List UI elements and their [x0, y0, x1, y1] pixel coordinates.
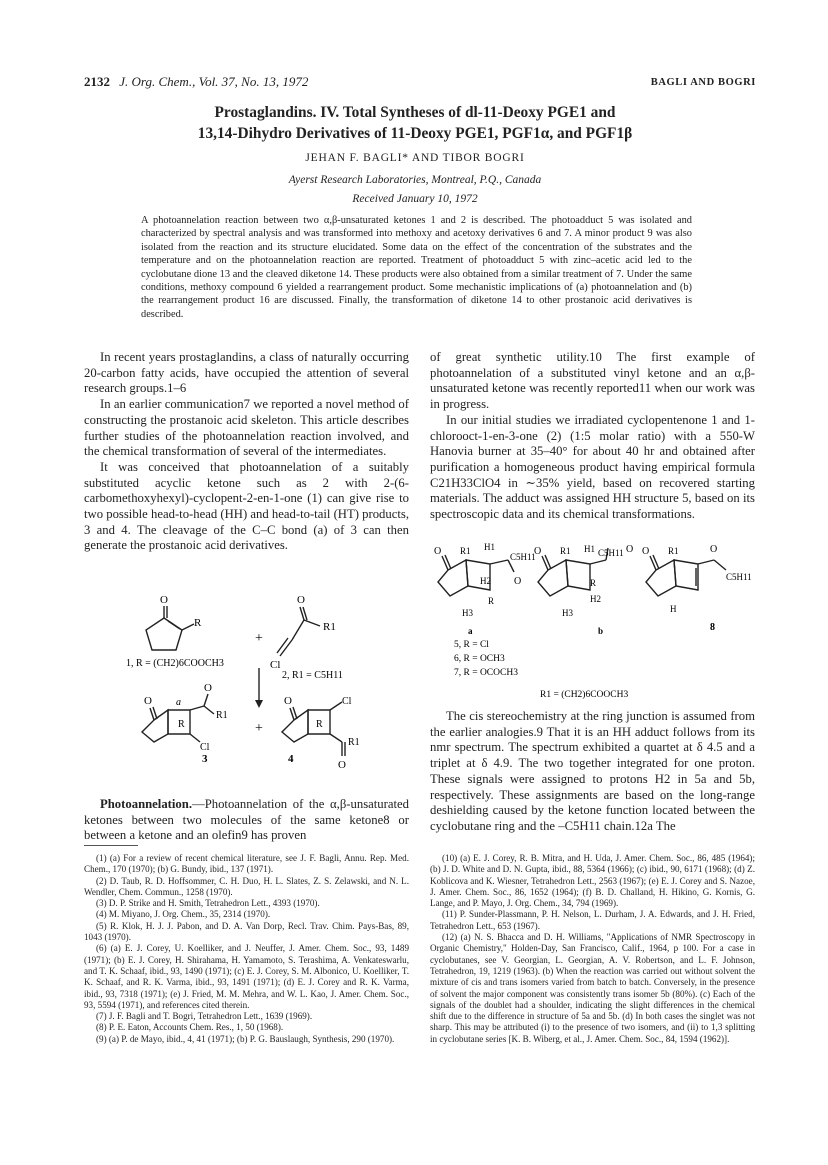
running-title: BAGLI AND BOGRI: [650, 77, 756, 88]
label-r1: R1: [460, 546, 471, 556]
paragraph: In our initial studies we irradiated cyclopentenone 1 and 1-chlorooct-1-en-3-one (2) (1:5 molar ratio) with a 550-W Hanovia burner at 35–40° for about 40 hr and obtained after purification a homogeneous product having empirical formula C21H33ClO4 in ∼35% yield, based on recovered starting materials. The adduct was assigned HH structure 5, based on its spectroscopic data and its chemical transformations.: [430, 412, 755, 522]
footnote: (8) P. E. Eaton, Accounts Chem. Res., 1, 50 (1968).: [96, 1022, 284, 1033]
received-date: Received January 10, 1972: [352, 193, 478, 205]
label-r: R: [194, 617, 202, 629]
compound-3-number: 3: [202, 753, 208, 765]
label-c5h11: C5H11: [510, 552, 536, 562]
footnote: (6) (a) E. J. Corey, U. Koelliker, and J. Neuffer, J. Amer. Chem. Soc., 93, 1489 (1971); (b) E. J. Corey, H. Shirahama, H. Yamamoto, S. Terashima, A. Venkateswarlu, and T. K. Schaaf, ibid., 93, 1490 (1971); (c) E. J. Corey, S. M. Albonico, U. Koelliker, T. K. Schaaf, and R. K. Varma, ibid., 93, 1491 (1971); (d) E. J. Corey and R. K. Varma, ibid., 93, 7318 (1971); (e) J. Fried, M. M. Mehra, and W. L. Kao, J. Amer. Chem. Soc., 93, 5594 (1971), and references cited therein.: [84, 943, 409, 1010]
page-number: 2132: [84, 74, 110, 89]
plus-sign: +: [255, 721, 263, 736]
label-h3: H3: [462, 608, 473, 618]
label-c5h11: C5H11: [598, 548, 624, 558]
footnote: (12) (a) N. S. Bhacca and D. H. Williams, "Applications of NMR Spectroscopy in Organic Chemistry," Holden-Day, San Francisco, Calif., 1964, p 100. For a case in cyclobutanes, see V. Georgian, L. Georgian, A. V. Robertson, and L. F. Johnson, Tetrahedron, 19, 1219 (1963). (b) When the reaction was carried out without solvent the mixture of cis and trans isomers varied from batch to batch. Conversely, in the presence of solvent the major component was consistently trans isomer 5b (80%). (c) Each of the signals of the doublet had a shoulder, indicating the slight differences in the chemical shift due to the difference in structure of 5a and 5b. (d) In both cases the singlet was not sharp. This may be attributed (i) to the presence of two isomers, and (ii) to 1,3 splitting in cyclobutane series [K. B. Wiberg, et al., J. Amer. Chem. Soc., 84, 1594 (1962)].: [430, 932, 755, 1044]
label-a: a: [468, 626, 473, 636]
journal-citation: J. Org. Chem., Vol. 37, No. 13, 1972: [119, 74, 309, 89]
label-h3: H3: [562, 608, 573, 618]
label-o: O: [160, 594, 168, 606]
compound-1-structure: [146, 606, 194, 650]
label-o: O: [710, 544, 718, 555]
title-line-1: Prostaglandins. IV. Total Syntheses of dl-11-Deoxy PGE1 and: [214, 104, 616, 121]
label-o: O: [642, 546, 650, 557]
structure-scheme-2: [430, 540, 755, 705]
affiliation: Ayerst Research Laboratories, Montreal, P.Q., Canada: [288, 174, 542, 186]
reaction-scheme-1: [84, 590, 409, 790]
section-heading: Photoannelation.: [100, 797, 192, 811]
paragraph: It was conceived that photoannelation of a suitably substituted acyclic ketone such as 2 with 2-(6-carbomethoxyhexyl)-cyclopent-2-en-1-one (1) can give rise to two possible head-to-head (HH) and head-to-tail (HT) products, 3 and 4. The cleavage of the C–C bond (a) of 3 can then generate the prostanoic acid derivatives.: [84, 459, 409, 553]
footnote: (1) (a) For a review of recent chemical literature, see J. F. Bagli, Annu. Rep. Med. Chem., 170 (1970); (b) G. Bundy, ibid., 137 (1971).: [84, 853, 409, 875]
label-h1: H1: [584, 544, 595, 554]
compound-4-number: 4: [288, 753, 294, 765]
footnote: (10) (a) E. J. Corey, R. B. Mitra, and H. Uda, J. Amer. Chem. Soc., 86, 485 (1964); (b) J. D. White and D. N. Gupta, ibid., 88, 5364 (1966); (c) ibid., 90, 6171 (1968); (d) Z. Koblicova and K. Wiesner, Tetrahedron Lett., 2563 (1967); (e) E. J. Corey and S. Nazoe, J. Amer. Chem. Soc., 86, 1652 (1964); (f) B. D. Challand, H. Hikino, G. Kornis, G. Lange, and P. Mayo, J. Org. Chem., 34, 794 (1969).: [430, 853, 755, 909]
label-b: b: [598, 626, 604, 636]
label-r1: R1: [323, 621, 336, 633]
label-cl: Cl: [270, 659, 281, 671]
footnote: (7) J. F. Bagli and T. Bogri, Tetrahedron Lett., 1639 (1969).: [96, 1011, 313, 1022]
label-h: H: [670, 604, 677, 614]
footnotes-left: [84, 853, 409, 1045]
label-r1: R1: [560, 546, 571, 556]
label-cl: Cl: [342, 696, 352, 707]
paragraph: In recent years prostaglandins, a class of naturally occurring 20-carbon fatty acids, have occupied the attention of several research groups.1–6: [84, 350, 409, 396]
compound-2-caption: 2, R1 = C5H11: [282, 670, 343, 681]
authors: JEHAN F. BAGLI* AND TIBOR BOGRI: [305, 152, 525, 164]
compound-5-caption: 5, R = Cl: [454, 640, 489, 650]
paragraph: of great synthetic utility.10 The first example of photoannelation of a substituted vinyl ketone and an α,β-unsaturated ketone was recently reported11 when our work was in progress.: [430, 350, 755, 412]
compound-8-structure: [646, 555, 726, 596]
compound-1-caption: 1, R = (CH2)6COOCH3: [126, 658, 224, 669]
compound-2-structure: [277, 607, 320, 656]
label-o: O: [204, 682, 212, 694]
abstract: A photoannelation reaction between two α,β-unsaturated ketones 1 and 2 is described. The photoadduct 5 was isolated and characterized by spectral analysis and was transformed into methoxy and acetoxy derivatives 6 and 7. A minor product 9 was also isolated from the reaction and its structure elucidated. Some data on the effect of the concentration of the substrates and the temperature and on the photoannelation reaction are reported. Treatment of photoadduct 5 with zinc–acetic acid led to the cyclobutane dione 13 and the cleaved diketone 14. These products were also obtained from a similar treatment of 7. Under the same conditions, methoxy compound 6 yielded a rearrangement product. Some mechanistic implications of (a) photoannelation and (b) the rearrangement product 16 are discussed. Finally, the transformation of diketone 14 to other prostanoic acid derivatives is described.: [141, 215, 692, 320]
footnote: (11) P. Sunder-Plassmann, P. H. Nelson, L. Durham, J. A. Edwards, and J. H. Fried, Tetrahedron Lett., 653 (1967).: [430, 909, 755, 931]
label-r: R: [488, 596, 495, 606]
photoannelation-section: [84, 797, 409, 844]
label-o: O: [434, 546, 442, 557]
label-a: a: [176, 697, 181, 708]
running-header-left: [84, 74, 308, 90]
label-r1: R1: [216, 710, 228, 721]
article-title: [90, 102, 740, 144]
label-h1: H1: [484, 542, 495, 552]
footnotes-right: [430, 853, 755, 1045]
footnote: (2) D. Taub, R. D. Hoffsommer, C. H. Duo, H. L. Slates, Z. S. Zelawski, and N. L. Wendler, Chem. Commun., 1258 (1970).: [84, 875, 409, 897]
label-o: O: [338, 759, 346, 771]
footnote: (5) R. Klok, H. J. J. Pabon, and D. A. Van Dorp, Recl. Trav. Chim. Pays-Bas, 89, 1043 (1970).: [84, 920, 409, 943]
label-r1: R1: [348, 737, 360, 748]
compound-4-structure: [282, 702, 345, 756]
arrow-head: [255, 700, 263, 708]
plus-sign: +: [255, 631, 263, 646]
column-right-discussion: [430, 709, 755, 835]
label-o: O: [626, 544, 634, 555]
footnote: (3) D. P. Strike and H. Smith, Tetrahedron Lett., 4393 (1970).: [96, 898, 320, 909]
footnote-rule: [84, 845, 138, 846]
paragraph: In an earlier communication7 we reported a novel method of constructing the prostanoic acid skeleton. This article describes further studies of the photoannelation reaction involved, and the chemical transformation of several of the intermediates.: [84, 397, 409, 459]
label-cl: Cl: [200, 742, 210, 753]
compound-5a-structure: [438, 555, 514, 596]
label-o: O: [144, 695, 152, 707]
label-o: O: [297, 594, 305, 606]
label-o: O: [514, 576, 522, 587]
compound-6-caption: 6, R = OCH3: [454, 654, 505, 664]
label-r: R: [178, 719, 185, 730]
label-c5h11: C5H11: [726, 572, 752, 582]
footnote: (4) M. Miyano, J. Org. Chem., 35, 2314 (1970).: [96, 909, 271, 920]
compound-7-caption: 7, R = OCOCH3: [454, 668, 518, 678]
title-line-2: 13,14-Dihydro Derivatives of 11-Deoxy PGE1, PGF1α, and PGF1β: [197, 125, 633, 142]
paragraph: [84, 797, 409, 844]
column-right-intro: [430, 350, 755, 523]
label-r: R: [316, 719, 323, 730]
label-r1: R1: [668, 546, 679, 556]
label-h2: H2: [480, 576, 491, 586]
label-o: O: [534, 546, 542, 557]
compound-8-number: 8: [710, 622, 715, 633]
footnote: (9) (a) P. de Mayo, ibid., 4, 41 (1971); (b) P. G. Bauslaugh, Synthesis, 290 (1970).: [96, 1033, 395, 1044]
column-left-intro: [84, 350, 409, 554]
section-text: —Photoannelation of the α,β-unsaturated ketones between two molecules of the same ketone8 or between a ketone and an olefin9 has proven: [84, 797, 409, 843]
label-h2: H2: [590, 594, 601, 604]
label-o: O: [284, 695, 292, 707]
r1-definition: R1 = (CH2)6COOCH3: [540, 690, 629, 700]
label-r: R: [590, 578, 597, 588]
paragraph: The cis stereochemistry at the ring junction is assumed from the earlier analogies.9 That it is an HH adduct follows from its nmr spectrum. The spectrum exhibited a quartet at δ 4.5 and a triplet at δ 4.9. The two together integrated for one proton. These signals were assigned to protons H2 in 5a and 5b, respectively. These assignments are based on the long-range deshielding caused by the ketone function located between the cyclobutane ring and the –C5H11 chain.12a The: [430, 709, 755, 833]
